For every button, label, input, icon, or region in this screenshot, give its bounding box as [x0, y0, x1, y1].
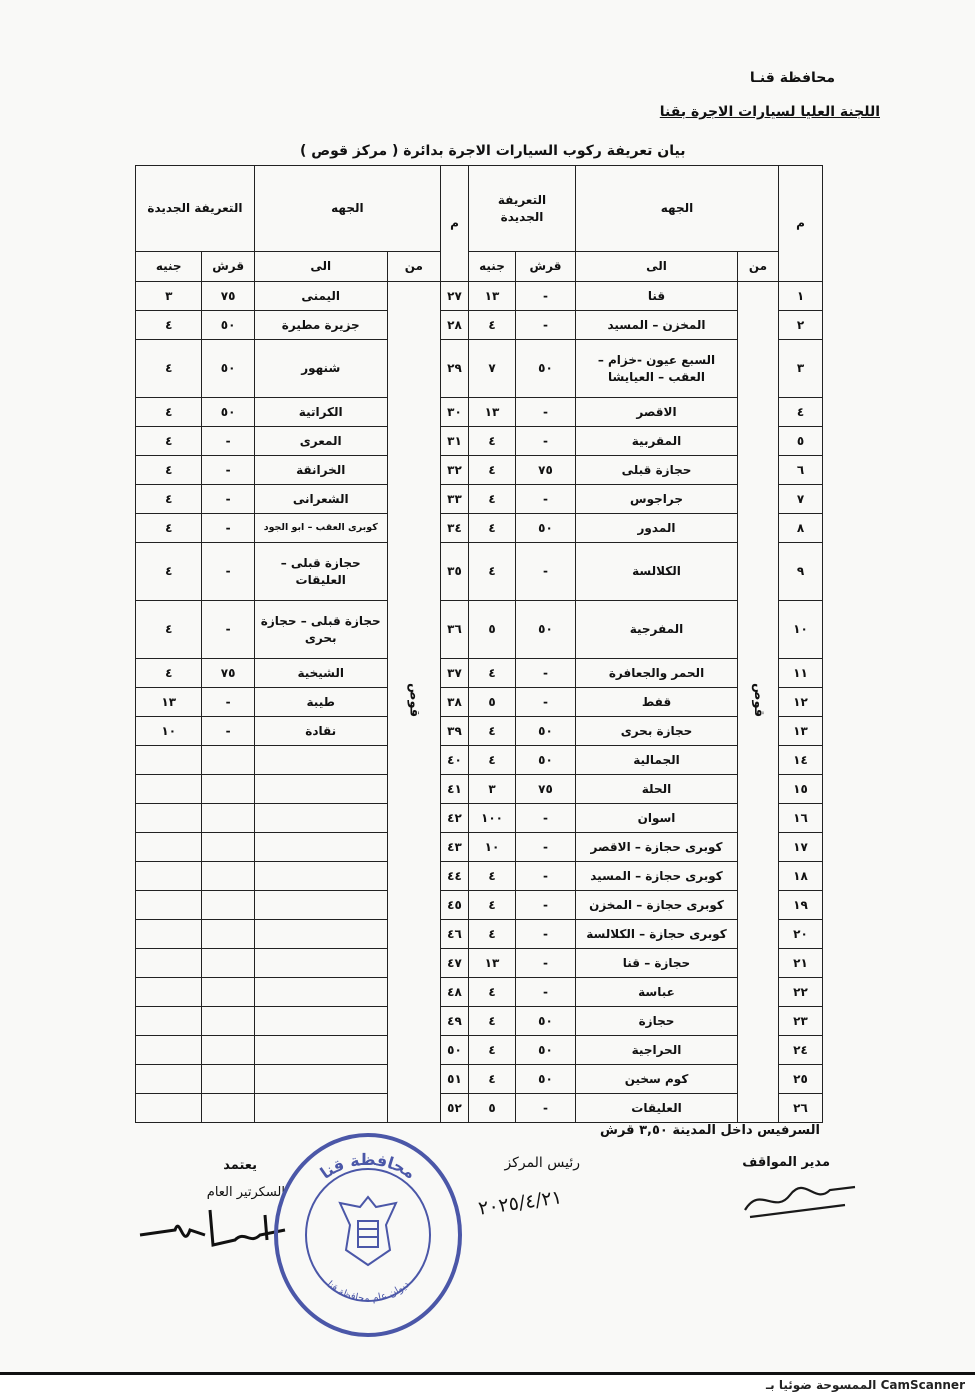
left-row-num: ٣٦: [441, 601, 469, 659]
col-destination-header: الجهه: [576, 166, 779, 252]
row-pound: ١٣: [469, 949, 516, 978]
left-piaster-header: قرش: [202, 252, 254, 282]
row-piaster: -: [516, 833, 576, 862]
left-row-pound: [136, 1065, 202, 1094]
row-piaster: ٥٠: [516, 1036, 576, 1065]
row-to: المفرجية: [576, 601, 738, 659]
row-to: الاقصر: [576, 398, 738, 427]
col-pound-header: جنيه: [469, 252, 516, 282]
row-to: المدور: [576, 514, 738, 543]
left-row-piaster: [202, 1036, 254, 1065]
row-to: السبع عيون -خزام – العقب – العيايشا: [576, 340, 738, 398]
row-num: ٢: [779, 311, 823, 340]
row-to: كوبرى حجازة – الكلالسة: [576, 920, 738, 949]
left-row-num: ٤٨: [441, 978, 469, 1007]
row-pound: ٣: [469, 775, 516, 804]
approved-label: يعتمد: [223, 1158, 257, 1173]
left-row-num: ٣٠: [441, 398, 469, 427]
traffic-manager-signature: [735, 1175, 865, 1225]
stamp-bottom-text: ديوان عام محافظة قنا: [324, 1279, 412, 1305]
row-to: اسوان: [576, 804, 738, 833]
new-tariff-label: التعريفة الجديدة: [497, 193, 547, 224]
row-num: ٢٦: [779, 1094, 823, 1123]
row-pound: ٥: [469, 1094, 516, 1123]
row-pound: ١٣: [469, 282, 516, 311]
row-piaster: ٥٠: [516, 717, 576, 746]
left-row-piaster: -: [202, 485, 254, 514]
left-row-to: [254, 1065, 387, 1094]
left-row-piaster: ٥٠: [202, 398, 254, 427]
row-num: ٢٣: [779, 1007, 823, 1036]
row-pound: ٤: [469, 543, 516, 601]
row-num: ٣: [779, 340, 823, 398]
row-pound: ٤: [469, 427, 516, 456]
row-piaster: ٧٥: [516, 775, 576, 804]
svg-text:ديوان عام محافظة قنا: [324, 1279, 411, 1304]
left-row-piaster: [202, 978, 254, 1007]
left-row-pound: [136, 978, 202, 1007]
left-to-header: الى: [254, 252, 387, 282]
left-row-piaster: -: [202, 688, 254, 717]
left-row-num: ٣١: [441, 427, 469, 456]
left-num-label: م: [450, 216, 459, 231]
from-label: قوص: [750, 682, 766, 717]
row-to: المقربية: [576, 427, 738, 456]
left-row-pound: [136, 775, 202, 804]
row-num: ٦: [779, 456, 823, 485]
left-row-to: [254, 804, 387, 833]
row-pound: ٥: [469, 688, 516, 717]
left-row-piaster: -: [202, 543, 254, 601]
row-piaster: ٥٠: [516, 514, 576, 543]
row-to: قنا: [576, 282, 738, 311]
left-row-piaster: [202, 1007, 254, 1036]
left-row-pound: ٤: [136, 485, 202, 514]
row-piaster: ٥٠: [516, 1065, 576, 1094]
left-row-pound: ٤: [136, 514, 202, 543]
left-row-piaster: -: [202, 456, 254, 485]
row-piaster: ٥٠: [516, 746, 576, 775]
row-pound: ٥: [469, 601, 516, 659]
row-pound: ٤: [469, 456, 516, 485]
svg-text:محافظة قنا: [317, 1150, 420, 1183]
committee-title: اللجنة العليا لسيارات الاجرة بقنا: [659, 104, 880, 120]
left-row-pound: [136, 891, 202, 920]
row-num: ١٢: [779, 688, 823, 717]
left-row-to: حجازة قبلى – حجازة بحرى: [254, 601, 387, 659]
col-from-header: من: [738, 252, 779, 282]
row-piaster: ٥٠: [516, 601, 576, 659]
row-num: ١٣: [779, 717, 823, 746]
col-num-header: م: [779, 166, 823, 282]
left-row-piaster: -: [202, 601, 254, 659]
from-cell: [738, 282, 779, 1123]
left-row-to: [254, 833, 387, 862]
left-row-pound: [136, 746, 202, 775]
eagle-emblem-icon: [340, 1197, 396, 1265]
left-row-to: [254, 775, 387, 804]
left-row-pound: [136, 1036, 202, 1065]
row-piaster: -: [516, 282, 576, 311]
row-to: الكلالسة: [576, 543, 738, 601]
row-pound: ١٠: [469, 833, 516, 862]
row-num: ٨: [779, 514, 823, 543]
document-title: بيان تعريفة ركوب السيارات الاجرة بدائرة ( مركز قوص ): [300, 143, 686, 159]
row-pound: ٤: [469, 920, 516, 949]
row-piaster: -: [516, 688, 576, 717]
table-row: [441, 282, 823, 311]
row-num: ١٦: [779, 804, 823, 833]
left-row-pound: ٣: [136, 282, 202, 311]
row-piaster: -: [516, 949, 576, 978]
row-to: حجازة قبلى: [576, 456, 738, 485]
left-row-pound: [136, 862, 202, 891]
row-pound: ٤: [469, 717, 516, 746]
left-row-pound: ٤: [136, 340, 202, 398]
row-piaster: -: [516, 978, 576, 1007]
row-piaster: -: [516, 920, 576, 949]
left-row-piaster: ٧٥: [202, 659, 254, 688]
left-row-piaster: ٥٠: [202, 311, 254, 340]
row-num: ١٥: [779, 775, 823, 804]
left-row-piaster: [202, 1094, 254, 1123]
scanner-footer: [0, 1372, 975, 1397]
left-row-pound: ٤: [136, 398, 202, 427]
left-row-to: الشعرانى: [254, 485, 387, 514]
left-table-num-header: [441, 166, 469, 282]
row-piaster: -: [516, 862, 576, 891]
left-row-to: الكراتية: [254, 398, 387, 427]
left-row-num: ٣٥: [441, 543, 469, 601]
left-row-to: الشيخية: [254, 659, 387, 688]
row-to: كوبرى حجازة – الاقصر: [576, 833, 738, 862]
row-pound: ١٣: [469, 398, 516, 427]
row-pound: ٤: [469, 1007, 516, 1036]
row-num: ١٧: [779, 833, 823, 862]
row-to: كوبرى حجازة – المسيد: [576, 862, 738, 891]
left-row-to: الخرانقة: [254, 456, 387, 485]
left-row-num: ٤٥: [441, 891, 469, 920]
center-head-label: رئيس المركز: [504, 1155, 580, 1171]
left-row-to: المعرى: [254, 427, 387, 456]
scanner-label: الممسوحة ضوئيا بـ CamScanner: [766, 1378, 965, 1392]
row-piaster: -: [516, 485, 576, 514]
left-row-pound: [136, 1007, 202, 1036]
row-num: ٢٢: [779, 978, 823, 1007]
row-num: ٢٠: [779, 920, 823, 949]
left-row-to: [254, 1094, 387, 1123]
left-row-num: ٣٧: [441, 659, 469, 688]
row-pound: ٤: [469, 978, 516, 1007]
left-row-pound: ٤: [136, 659, 202, 688]
left-row-num: ٤١: [441, 775, 469, 804]
row-pound: ٤: [469, 746, 516, 775]
left-row-pound: [136, 920, 202, 949]
left-row-pound: [136, 949, 202, 978]
row-piaster: -: [516, 1094, 576, 1123]
row-to: عباسة: [576, 978, 738, 1007]
left-row-piaster: [202, 775, 254, 804]
left-row-pound: ١٠: [136, 717, 202, 746]
left-row-piaster: ٥٠: [202, 340, 254, 398]
left-row-to: [254, 949, 387, 978]
left-row-pound: ١٣: [136, 688, 202, 717]
row-num: ٧: [779, 485, 823, 514]
row-piaster: -: [516, 543, 576, 601]
left-row-piaster: [202, 862, 254, 891]
row-num: ١٨: [779, 862, 823, 891]
row-num: ٢١: [779, 949, 823, 978]
left-row-num: ٢٨: [441, 311, 469, 340]
governorate-title: محافظة قنـا: [749, 70, 835, 86]
left-row-num: ٤٠: [441, 746, 469, 775]
left-destination-header: الجهه: [254, 166, 440, 252]
row-to: حجازة – قنا: [576, 949, 738, 978]
left-row-pound: ٤: [136, 427, 202, 456]
col-new-tariff-header: [469, 166, 576, 252]
row-piaster: -: [516, 659, 576, 688]
row-num: ٩: [779, 543, 823, 601]
left-row-piaster: [202, 833, 254, 862]
row-piaster: ٥٠: [516, 1007, 576, 1036]
row-to: جراجوس: [576, 485, 738, 514]
left-row-pound: [136, 833, 202, 862]
left-row-num: ٤٤: [441, 862, 469, 891]
row-pound: ٤: [469, 514, 516, 543]
row-num: ١: [779, 282, 823, 311]
left-row-to: [254, 1007, 387, 1036]
left-row-num: ٣٢: [441, 456, 469, 485]
row-to: الحلة: [576, 775, 738, 804]
left-from-label: قوص: [406, 682, 422, 717]
row-pound: ٤: [469, 891, 516, 920]
left-row-to: طيبة: [254, 688, 387, 717]
row-num: ٤: [779, 398, 823, 427]
row-piaster: -: [516, 311, 576, 340]
row-piaster: -: [516, 804, 576, 833]
handwritten-date: ٢٠٢٥/٤/٢١: [476, 1186, 564, 1220]
left-row-to: [254, 746, 387, 775]
row-to: حجازة بحرى: [576, 717, 738, 746]
row-piaster: -: [516, 427, 576, 456]
row-num: ٥: [779, 427, 823, 456]
row-to: كوم سخين: [576, 1065, 738, 1094]
left-row-to: [254, 920, 387, 949]
left-new-tariff-header: التعريفة الجديدة: [136, 166, 255, 252]
left-row-piaster: [202, 920, 254, 949]
row-pound: ٤: [469, 311, 516, 340]
tariff-table-left: [135, 165, 441, 1123]
row-pound: ٤: [469, 659, 516, 688]
left-pound-header: جنيه: [136, 252, 202, 282]
row-num: ١٠: [779, 601, 823, 659]
left-row-piaster: ٧٥: [202, 282, 254, 311]
left-row-num: ٤٢: [441, 804, 469, 833]
row-pound: ٤: [469, 1036, 516, 1065]
col-piaster-header: قرش: [516, 252, 576, 282]
left-row-pound: [136, 804, 202, 833]
governorate-stamp: [268, 1125, 468, 1340]
left-from-cell: [387, 282, 440, 1123]
left-row-num: ٤٣: [441, 833, 469, 862]
col-to-header: الى: [576, 252, 738, 282]
row-pound: ٤: [469, 862, 516, 891]
left-row-pound: ٤: [136, 311, 202, 340]
left-row-num: ٤٦: [441, 920, 469, 949]
left-row-to: [254, 891, 387, 920]
left-row-num: ٣٤: [441, 514, 469, 543]
left-row-piaster: [202, 949, 254, 978]
row-to: كوبرى حجازة – المخزن: [576, 891, 738, 920]
row-to: العليقات: [576, 1094, 738, 1123]
left-row-to: [254, 978, 387, 1007]
left-row-to: جزيرة مطيرة: [254, 311, 387, 340]
left-row-piaster: [202, 1065, 254, 1094]
row-to: قفط: [576, 688, 738, 717]
row-to: حجازة: [576, 1007, 738, 1036]
left-from-header: من: [387, 252, 440, 282]
left-row-piaster: [202, 804, 254, 833]
table-row: [136, 282, 441, 311]
row-pound: ١٠٠: [469, 804, 516, 833]
row-to: الجمالية: [576, 746, 738, 775]
row-num: ١٩: [779, 891, 823, 920]
left-row-to: [254, 1036, 387, 1065]
row-pound: ٤: [469, 485, 516, 514]
row-to: المخزن – المسيد: [576, 311, 738, 340]
left-row-num: ٥٠: [441, 1036, 469, 1065]
left-row-piaster: -: [202, 514, 254, 543]
service-note: السرفيس داخل المدينة ٣,٥٠ قرش: [600, 1123, 820, 1138]
left-row-num: ٢٧: [441, 282, 469, 311]
left-row-to: [254, 862, 387, 891]
row-num: ١١: [779, 659, 823, 688]
row-piaster: -: [516, 398, 576, 427]
traffic-manager-label: مدير المواقف: [742, 1155, 830, 1170]
left-row-num: ٤٧: [441, 949, 469, 978]
left-row-num: ٥١: [441, 1065, 469, 1094]
row-piaster: ٥٠: [516, 340, 576, 398]
left-row-num: ٢٩: [441, 340, 469, 398]
left-row-to: اليمنى: [254, 282, 387, 311]
left-row-piaster: -: [202, 427, 254, 456]
left-row-pound: [136, 1094, 202, 1123]
row-to: الحراجية: [576, 1036, 738, 1065]
stamp-top-text: محافظة قنا: [316, 1149, 420, 1183]
left-row-to: كوبرى العقب – ابو الجود: [254, 514, 387, 543]
left-row-to: حجازة قبلى – العليقات: [254, 543, 387, 601]
left-row-num: ٣٣: [441, 485, 469, 514]
left-row-piaster: -: [202, 717, 254, 746]
secretary-label: السكرتير العام: [206, 1185, 285, 1200]
left-row-pound: ٤: [136, 543, 202, 601]
left-row-to: نقادة: [254, 717, 387, 746]
row-num: ٢٤: [779, 1036, 823, 1065]
row-pound: ٤: [469, 1065, 516, 1094]
left-row-num: ٤٩: [441, 1007, 469, 1036]
row-to: الحمر والجعافرة: [576, 659, 738, 688]
left-row-to: شنهور: [254, 340, 387, 398]
left-row-pound: ٤: [136, 601, 202, 659]
left-row-piaster: [202, 891, 254, 920]
left-row-piaster: [202, 746, 254, 775]
row-num: ١٤: [779, 746, 823, 775]
row-piaster: -: [516, 891, 576, 920]
left-row-pound: ٤: [136, 456, 202, 485]
row-num: ٢٥: [779, 1065, 823, 1094]
left-row-num: ٣٨: [441, 688, 469, 717]
left-row-num: ٥٢: [441, 1094, 469, 1123]
row-pound: ٧: [469, 340, 516, 398]
tariff-table-right: [440, 165, 823, 1123]
row-piaster: ٧٥: [516, 456, 576, 485]
left-row-num: ٣٩: [441, 717, 469, 746]
